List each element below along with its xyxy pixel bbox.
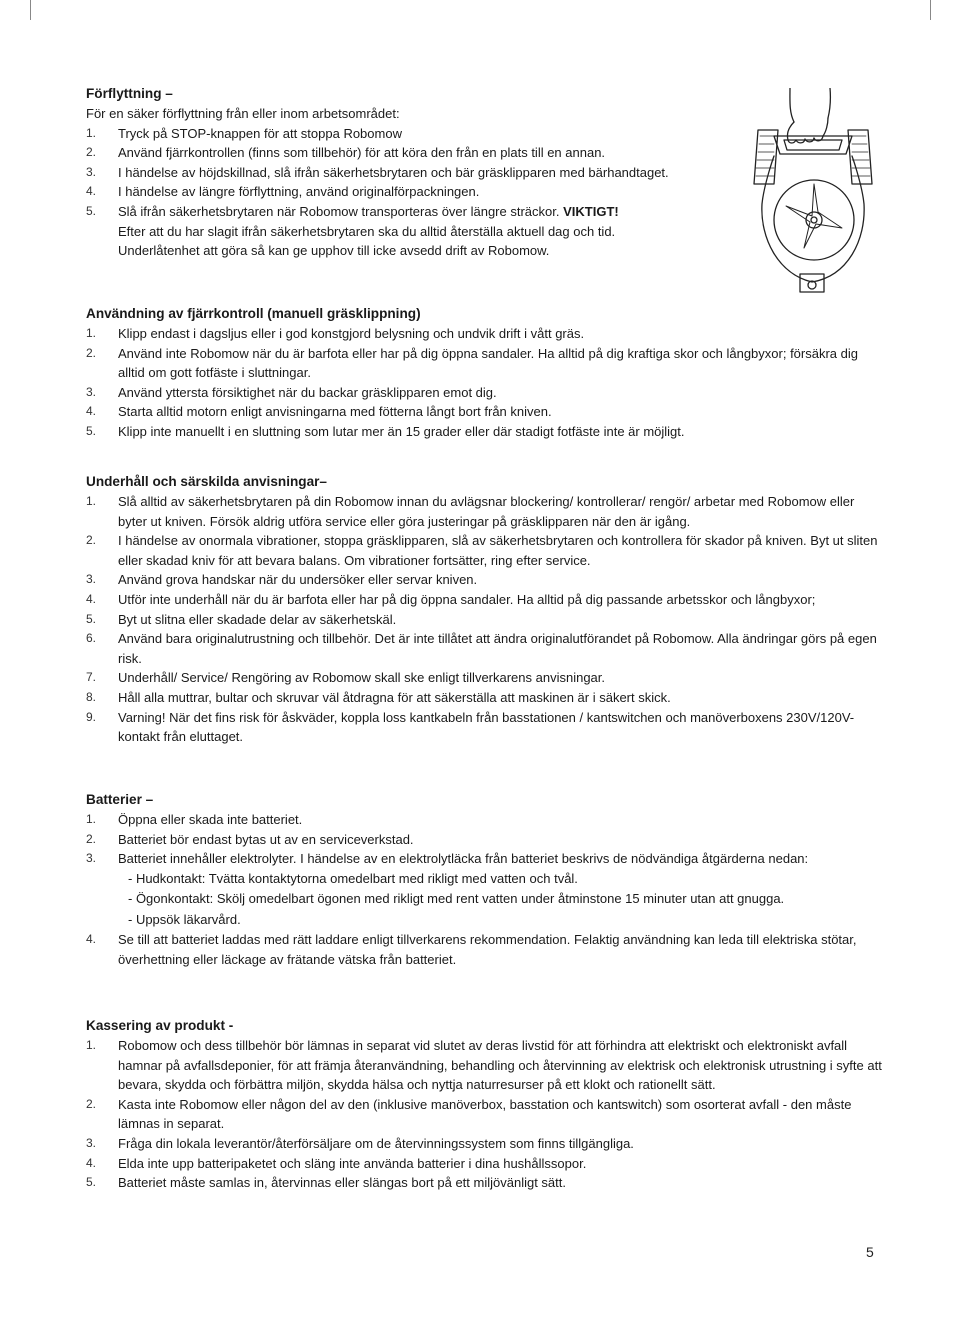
item-number: 1. <box>86 125 97 140</box>
list-item <box>86 163 686 183</box>
item-text: I händelse av höjdskillnad, slå ifrån säkerhetsbrytaren och bär gräsklipparen med bärhandtaget. <box>118 164 669 180</box>
list-item <box>86 1173 886 1193</box>
item-number: 1. <box>86 326 97 340</box>
page-number: 5 <box>866 1244 874 1260</box>
item-number: 3. <box>86 1135 97 1150</box>
item-text: Utför inte underhåll när du är barfota eller har på dig öppna sandaler. Ha alltid på dig passande arbetsskor och långbyxor; <box>118 591 816 607</box>
list-item <box>86 492 886 531</box>
item-text: Klipp endast i dagsljus eller i god konstgjord belysning och undvik drift i vått gräs. <box>118 326 585 341</box>
section-heading: Användning av fjärrkontroll (manuell gräsklippning) <box>86 306 421 321</box>
item-text: Öppna eller skada inte batteriet. <box>118 812 303 827</box>
section-heading: Kassering av produkt - <box>86 1018 234 1033</box>
list-item <box>86 930 886 969</box>
item-text: Slå ifrån säkerhetsbrytaren när Robomow transporteras över längre sträckor. <box>118 203 560 219</box>
list-item <box>86 629 886 668</box>
section-heading: Underhåll och särskilda anvisningar– <box>86 474 327 489</box>
warning-label: VIKTIGT! <box>563 203 619 219</box>
item-number: 8. <box>86 689 97 704</box>
list-item <box>86 708 886 747</box>
list-item <box>86 1134 886 1154</box>
list-item <box>86 202 686 261</box>
sub-list <box>118 869 886 931</box>
numbered-list <box>86 492 886 747</box>
mower-carry-illustration <box>744 88 882 300</box>
item-number: 3. <box>86 851 97 866</box>
list-item <box>86 383 886 403</box>
item-number: 1. <box>86 812 97 826</box>
numbered-list <box>86 1036 886 1193</box>
list-item <box>86 849 886 930</box>
item-text: Använd fjärrkontrollen (finns som tillbehör) för att köra den från en plats till en annan. <box>118 145 606 161</box>
section-forflyttning <box>86 84 686 261</box>
item-number: 2. <box>86 345 97 360</box>
item-number: 6. <box>86 631 97 646</box>
list-item <box>86 1036 886 1095</box>
section-intro: För en säker förflyttning från eller inom arbetsområdet: <box>86 106 400 121</box>
item-number: 3. <box>86 384 97 399</box>
item-text: Använd grova handskar när du undersöker eller servar kniven. <box>118 572 478 588</box>
item-number: 3. <box>86 572 97 587</box>
section-remote-control <box>86 304 886 442</box>
item-text: Fråga din lokala leverantör/återförsäljare om de återvinningssystem som finns tillgängliga. <box>118 1135 634 1151</box>
item-text: Slå alltid av säkerhetsbrytaren på din Robomow innan du avlägsnar blockering/ kontrollerar/ rengör/ arbetar med Robomow eller byter ut kniven. Försök aldrig utföra service eller göra justeringar på gräsklipparen när den är igång. <box>118 494 855 529</box>
item-number: 9. <box>86 709 97 724</box>
list-item <box>86 810 886 830</box>
section-batteries <box>86 790 886 969</box>
section-disposal <box>86 1016 886 1193</box>
item-text: Kasta inte Robomow eller någon del av den (inklusive manöverbox, basstation och kantswitch) som osorterat avfall - den måste lämnas in separat. <box>118 1096 852 1132</box>
item-number: 5. <box>86 1175 97 1190</box>
item-number: 2. <box>86 533 97 548</box>
list-item <box>86 324 886 344</box>
item-text: Byt ut slitna eller skadade delar av säkerhetskäl. <box>118 611 397 627</box>
section-heading: Batterier – <box>86 792 154 807</box>
item-text: Batteriet måste samlas in, återvinnas eller slängas bort på ett miljövänligt sätt. <box>118 1175 566 1191</box>
item-text: Använd yttersta försiktighet när du backar gräsklipparen emot dig. <box>118 384 497 400</box>
list-item <box>86 688 886 708</box>
crop-mark-left <box>30 0 31 20</box>
sub-list-item: - Uppsök läkarvård. <box>128 911 241 927</box>
item-text: Varning! När det fins risk för åskväder, koppla loss kantkabeln från basstationen / kantswitchen och manöverboxens 230V/120V-kontakt från eluttaget. <box>118 709 855 745</box>
item-number: 5. <box>86 203 97 218</box>
item-number: 1. <box>86 494 97 508</box>
item-number: 5. <box>86 423 97 438</box>
list-item <box>86 668 886 688</box>
list-item <box>86 830 886 850</box>
item-text: Tryck på STOP-knappen för att stoppa Robomow <box>118 125 402 141</box>
item-number: 5. <box>86 611 97 626</box>
item-text: Elda inte upp batteripaketet och släng inte använda batterier i dina hushållssopor. <box>118 1155 587 1171</box>
list-item <box>86 570 886 590</box>
item-number: 4. <box>86 404 97 419</box>
item-number: 2. <box>86 1096 97 1111</box>
list-item <box>86 344 886 383</box>
item-text: Klipp inte manuellt i en sluttning som lutar mer än 15 grader eller där stadigt fotfäste inte är möjligt. <box>118 423 685 439</box>
item-number: 3. <box>86 164 97 179</box>
item-number: 2. <box>86 831 97 846</box>
sub-list-item: - Hudkontakt: Tvätta kontaktytorna omedelbart med rikligt med vatten och tvål. <box>128 870 578 886</box>
numbered-list <box>86 810 886 969</box>
item-text: Batteriet innehåller elektrolyter. I händelse av en elektrolytläcka från batteriet beskrivs de nödvändiga åtgärderna nedan: <box>118 851 809 867</box>
list-item <box>86 402 886 422</box>
item-number: 4. <box>86 932 97 947</box>
numbered-list <box>86 324 886 442</box>
list-item <box>86 610 886 630</box>
crop-mark-right <box>930 0 931 20</box>
list-item <box>86 422 886 442</box>
item-text: Batteriet bör endast bytas ut av en serviceverkstad. <box>118 831 414 847</box>
item-text: Använd bara originalutrustning och tillbehör. Det är inte tillåtet att ändra originalutförandet på Robomow. Alla ändringar görs på egen risk. <box>118 631 877 666</box>
item-text: Robomow och dess tillbehör bör lämnas in separat vid slutet av deras livstid för att förhindra att elektriskt och elektroniskt avfall hamnar på avfallsdeponier, för att främja återanvändning, behandling och återvinning av elektrisk och elektronisk utrustning i syfte att bevara, skydda och förbättra miljön, skydda hälsa och nyttja naturresurser på ett klokt och rationellt sätt. <box>118 1038 882 1093</box>
section-heading: Förflyttning – <box>86 86 173 101</box>
item-number: 1. <box>86 1038 97 1052</box>
item-number: 2. <box>86 145 97 160</box>
list-item <box>86 143 686 163</box>
list-item <box>86 124 686 144</box>
list-item <box>86 590 886 610</box>
item-number: 7. <box>86 670 97 685</box>
item-text: I händelse av längre förflyttning, använd originalförpackningen. <box>118 184 480 200</box>
item-text: Se till att batteriet laddas med rätt laddare enligt tillverkarens rekommendation. Felaktig användning kan leda till elektriska stötar, överhettning eller läckage av frätande vätska från batteriet. <box>118 932 857 967</box>
list-item <box>86 1095 886 1134</box>
item-text: I händelse av onormala vibrationer, stoppa gräsklipparen, slå av säkerhetsbrytaren och kontrollera för skador på kniven. Byt ut sliten eller skadad kniv för att bevara balans. Om vibrationer fortsätter, ring efter service. <box>118 533 878 568</box>
item-text-continued: Efter att du har slagit ifrån säkerhetsbrytaren ska du alltid återställa aktuell dag och tid. Underlåtenhet att göra så kan ge upphov till icke avsedd drift av Robomow. <box>118 223 616 259</box>
item-text: Underhåll/ Service/ Rengöring av Robomow skall ske enligt tillverkarens anvisningar. <box>118 670 606 686</box>
item-number: 4. <box>86 591 97 606</box>
item-number: 4. <box>86 184 97 199</box>
item-text: Använd inte Robomow när du är barfota eller har på dig öppna sandaler. Ha alltid på dig kraftiga skor och långbyxor; försäkra dig alltid om gott fotfäste i sluttningar. <box>118 345 858 381</box>
item-number: 4. <box>86 1155 97 1170</box>
sub-list-item: - Ögonkontakt: Skölj omedelbart ögonen med rikligt med rent vatten under åtminstone 15 minuter utan att gnugga. <box>128 891 785 907</box>
list-item <box>86 182 686 202</box>
item-text: Starta alltid motorn enligt anvisningarna med fötterna långt bort från kniven. <box>118 404 552 420</box>
list-item <box>86 1154 886 1174</box>
item-text: Håll alla muttrar, bultar och skruvar väl åtdragna för att säkerställa att maskinen är i säkert skick. <box>118 689 671 705</box>
list-item <box>86 531 886 570</box>
numbered-list <box>86 124 686 261</box>
section-maintenance <box>86 472 886 747</box>
